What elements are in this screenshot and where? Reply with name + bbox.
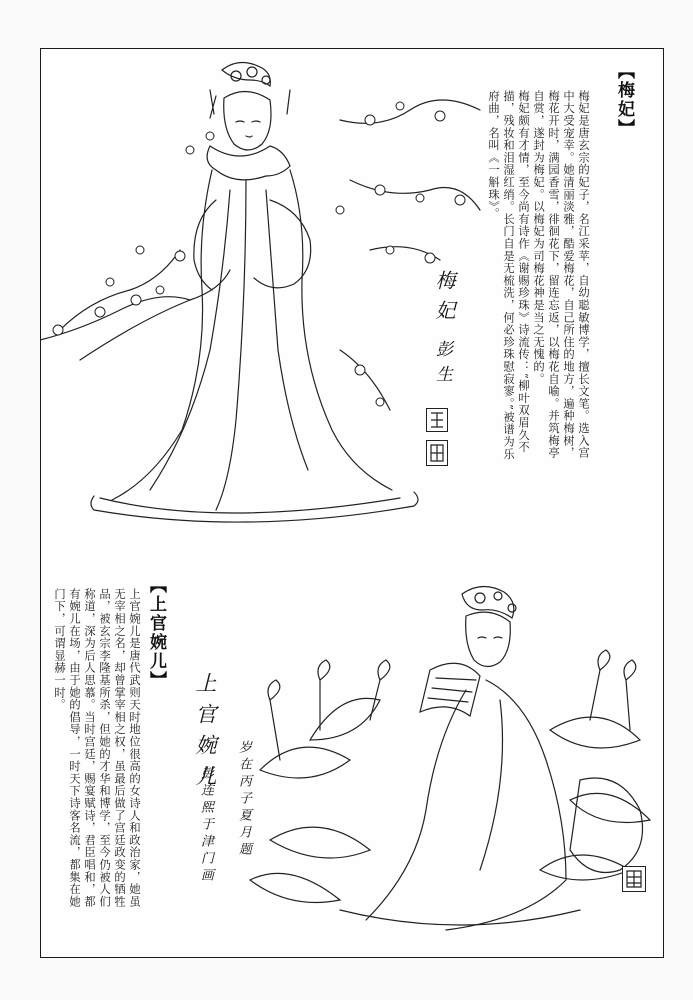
shangguan-illustration [240, 580, 660, 950]
meifei-caption-name: 梅妃 [432, 270, 456, 330]
artist-seal-1 [426, 408, 448, 432]
meifei-title: 【梅妃】 [614, 62, 634, 138]
seal-icon [427, 441, 447, 465]
artist-seal-2 [426, 440, 448, 466]
shangguan-title: 【上官婉儿】 [146, 576, 166, 690]
shangguan-text: 上官婉儿是唐代武则天时地位很高的女诗人和政治家，她虽无宰相之名，却曾掌宰相之权，虽最后做了宫廷政变的牺牲品，被玄宗李隆基所杀，但她的才华和博学，至今仍被人们称道，深为后人思慕。当时宫廷，赐宴赋诗，君臣唱和，都有婉儿在场，由于她的倡导，一时天下诗客名流，都集在她门下，可谓显赫一时。 [53, 588, 141, 908]
shangguan-caption-artist: 彭连熙于津门画 [198, 766, 213, 885]
seal-icon [623, 867, 645, 891]
meifei-caption-artist: 彭生 [432, 340, 452, 390]
shangguan-caption-date: 岁在丙子夏月题 [236, 740, 251, 859]
meifei-illustration [40, 50, 490, 530]
shangguan-caption-name: 上官婉儿 [193, 672, 217, 796]
seal-icon [427, 409, 447, 431]
meifei-text: 梅妃是唐玄宗的妃子，名江采苹，自幼聪敏博学，擅长文笔。选入宫中大受宠幸。她清丽淡雅，酷爱梅花，自己所住的地方，遍种梅树，梅花开时，满园香雪，徘徊花下，留连忘返，以梅花自喻。并筑梅亭自赏，遂封为梅妃。以梅妃为司梅花神是当之无愧的。 梅妃颇有才情，至今尚有诗作《谢赐珍珠》诗流传：“柳叶双眉久不描，残妆和泪湿红绡。长门自是无梳洗，何必珍珠慰寂寥。”被谱为乐府曲，名叫《一斛珠》。 [487, 90, 590, 461]
artist-seal-3 [622, 866, 646, 892]
